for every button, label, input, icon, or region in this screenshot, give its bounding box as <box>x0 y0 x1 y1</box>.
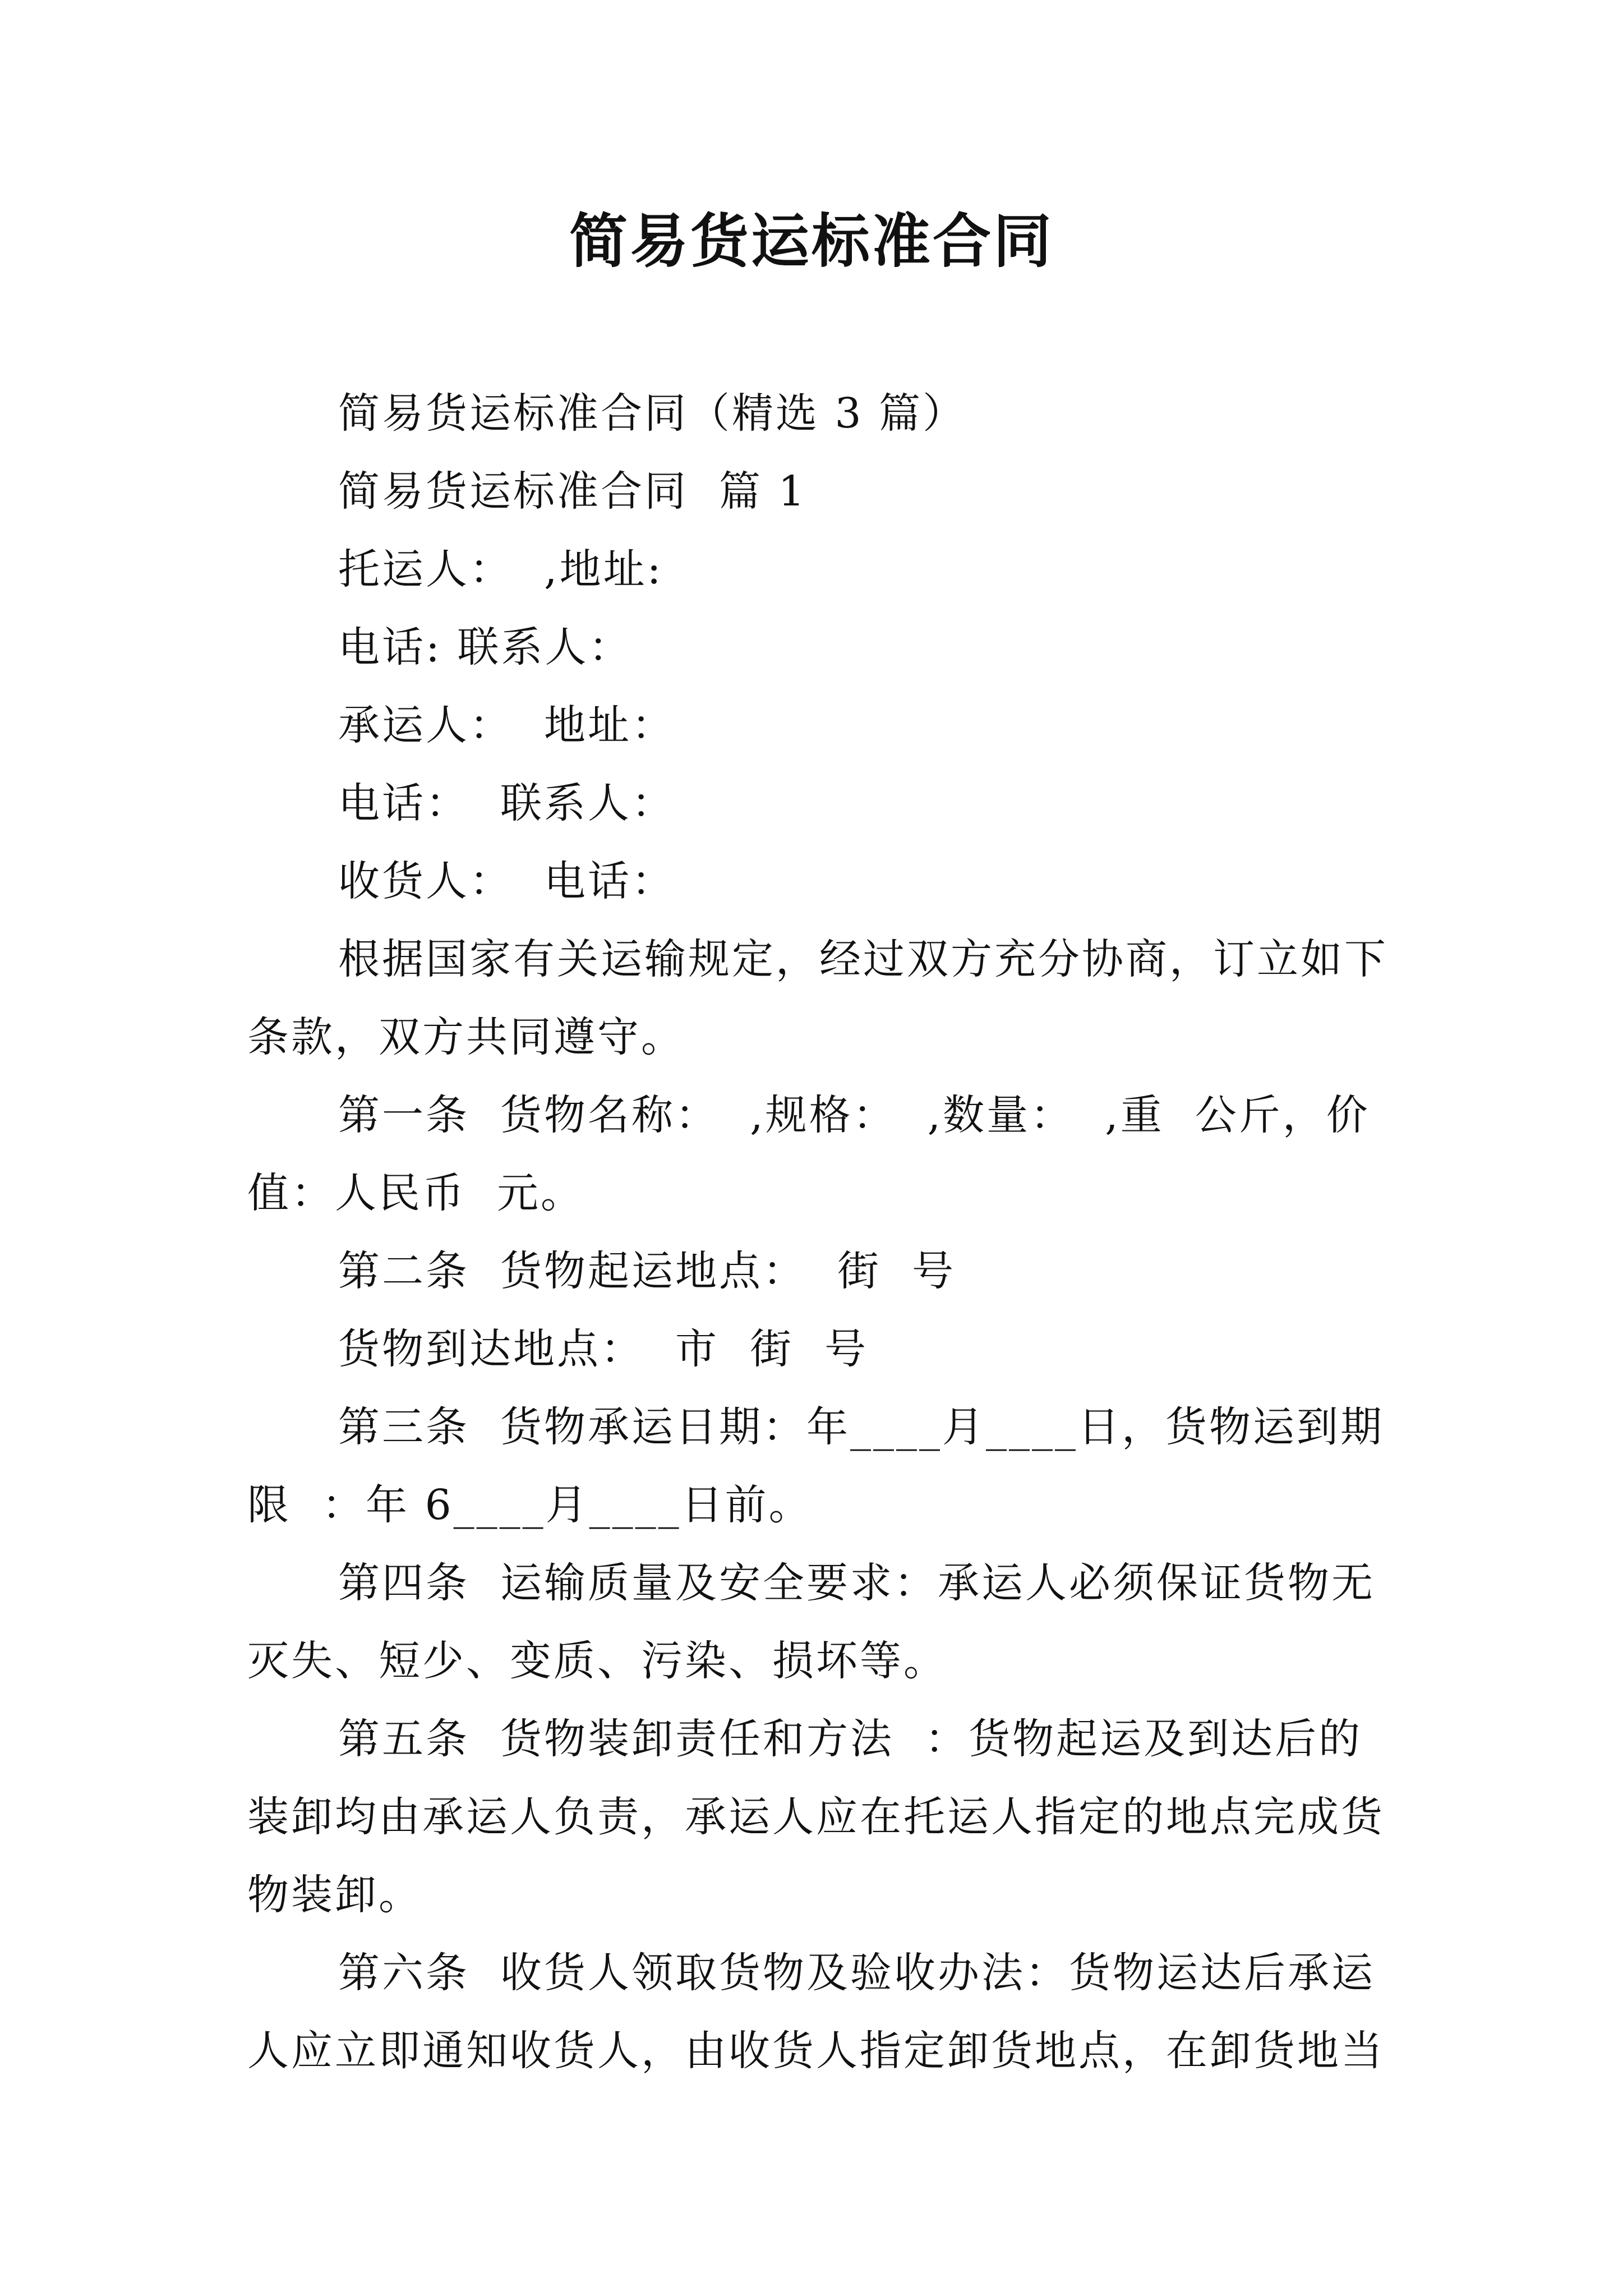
clause-1: 第一条 货物名称： ,规格： ,数量： ,重 公斤，价值：人民币 元。 <box>247 1091 1370 1217</box>
clause-3: 第三条 货物承运日期：年____月____日，货物运到期限 ：年 6____月____日前。 <box>247 1403 1385 1529</box>
consignee-line: 收货人： 电话： <box>338 857 676 905</box>
shipper-line: 托运人： ,地址: <box>338 545 663 593</box>
document-title: 简易货运标准合同 <box>569 206 1054 275</box>
doc-subtitle: 简易货运标准合同（精选 3 篇） <box>338 389 967 438</box>
document-body <box>247 375 1391 2090</box>
carrier-phone-line: 电话： 联系人： <box>338 779 676 827</box>
clause-5: 第五条 货物装卸责任和方法 ：货物起运及到达后的装卸均由承运人负责，承运人应在托运人指定的地点完成货物装卸。 <box>247 1715 1385 1919</box>
clause-6: 第六条 收货人领取货物及验收办法：货物运达后承运人应立即通知收货人，由收货人指定卸货地点，在卸货地当 <box>247 1949 1385 2075</box>
preamble-paragraph: 根据国家有关运输规定，经过双方充分协商，订立如下条款，双方共同遵守。 <box>247 935 1388 1061</box>
clause-2-destination: 货物到达地点： 市 街 号 <box>338 1325 869 1373</box>
clause-2: 第二条 货物起运地点： 街 号 <box>338 1247 956 1295</box>
shipper-phone-line: 电话: 联系人： <box>338 623 633 671</box>
clause-4: 第四条 运输质量及安全要求：承运人必须保证货物无灭失、短少、变质、污染、损坏等。 <box>247 1559 1376 1685</box>
section-heading: 简易货运标准合同 篇 1 <box>338 467 807 516</box>
carrier-line: 承运人： 地址： <box>338 701 676 749</box>
